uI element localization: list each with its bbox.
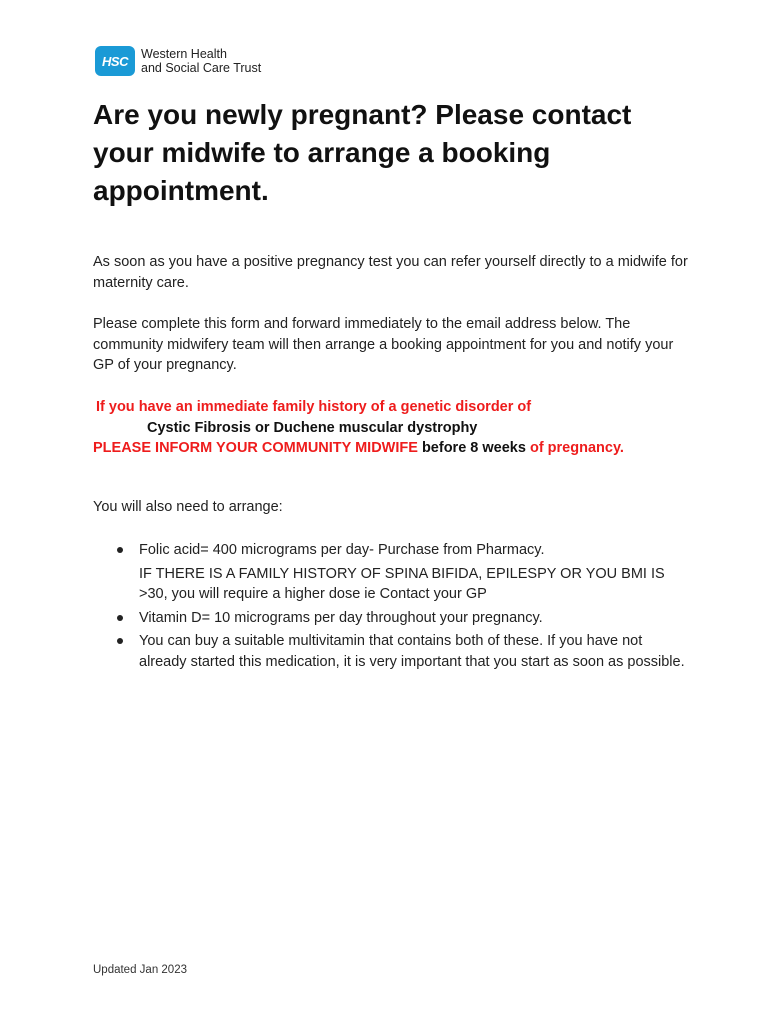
page-title: Are you newly pregnant? Please contact your midwife to arrange a booking appointment. <box>93 99 632 206</box>
inform-midwife-text: PLEASE INFORM YOUR COMMUNITY MIDWIFE <box>93 440 418 456</box>
before-8-weeks-text: before 8 weeks <box>421 440 526 456</box>
list-item-multivitamin: You can buy a suitable multivitamin that contains both of these. If you have not already started this medication, it is very important that you start as soon as possible. <box>116 631 686 672</box>
arrange-list <box>116 540 686 672</box>
updated-date: Updated Jan 2023 <box>93 964 187 976</box>
organisation-name-line-1: Western Health <box>141 47 227 61</box>
intro-paragraph: As soon as you have a positive pregnancy test you can refer yourself directly to a midwife for maternity care. <box>93 254 688 291</box>
genetic-warning-line-2: Cystic Fibrosis or Duchene muscular dystrophy <box>147 420 478 436</box>
organisation-logo <box>95 46 261 76</box>
of-pregnancy-text: of pregnancy. <box>529 440 624 456</box>
instructions-paragraph: Please complete this form and forward immediately to the email address below. The community midwifery team will then arrange a booking appointment for you and notify your GP of your pregnancy. <box>93 316 674 373</box>
genetic-warning-line-1: If you have an immediate family history of a genetic disorder of <box>96 399 532 415</box>
list-item-vitamin-d: Vitamin D= 10 micrograms per day throughout your pregnancy. <box>116 608 686 629</box>
hsc-logo-badge: HSC <box>95 46 135 76</box>
list-item-folic-acid: Folic acid= 400 micrograms per day- Purchase from Pharmacy. <box>116 540 686 561</box>
organisation-name-line-2: and Social Care Trust <box>141 61 262 75</box>
arrange-intro: You will also need to arrange: <box>93 499 283 515</box>
list-item-folic-acid-note: IF THERE IS A FAMILY HISTORY OF SPINA BIFIDA, EPILESPY OR YOU BMI IS >30, you will require a higher dose ie Contact your GP <box>139 565 665 602</box>
organisation-name <box>141 47 261 75</box>
genetic-warning-line-3 <box>93 438 624 458</box>
